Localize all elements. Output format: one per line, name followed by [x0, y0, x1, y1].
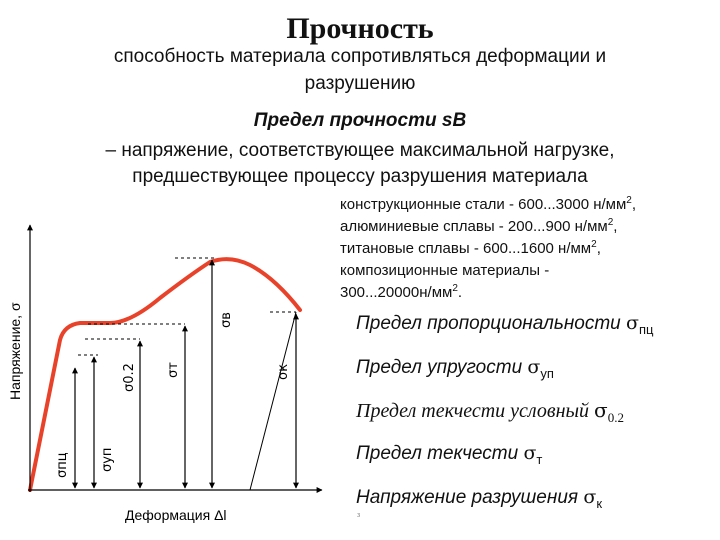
ultimate-strength-heading: Предел прочности sВ: [253, 110, 467, 131]
x-axis-label: Деформация Δl: [125, 507, 227, 523]
ultimate-strength-desc-2: предшествующее процессу разрушения материала: [132, 166, 588, 187]
fracture-line: [250, 312, 296, 490]
fracture-stress: Напряжение разрушения $\sigma_к$: [356, 486, 602, 511]
label-sigma-t: σт: [166, 362, 181, 378]
materials-info-box: [340, 194, 715, 304]
materials-line-1: конструкционные стали - 600...3000 $н/мм^2$,: [340, 195, 637, 213]
label-sigma-02: σ0.2: [122, 363, 137, 392]
page-title: Прочность: [286, 12, 434, 45]
definition-line-1: способность материала сопротивляться деформации и: [113, 46, 607, 67]
materials-line-5: $300...20000н/мм^2$.: [340, 283, 463, 301]
label-sigma-up: σуп: [100, 447, 115, 472]
label-sigma-pc: σпц: [55, 452, 70, 478]
label-sigma-b: σв: [219, 312, 234, 328]
limit-yield: Предел текчести $\sigma_т$: [356, 442, 543, 467]
materials-line-2: алюминиевые сплавы - 200...900 $н/мм^2$,: [340, 217, 618, 235]
ultimate-strength-desc-1: – напряжение, соответствующее максимальной нагрузке,: [105, 140, 615, 161]
materials-line-4: композиционные материалы -: [340, 262, 550, 279]
footnote-mark: з: [357, 512, 361, 519]
limit-yield-conditional: Предел текчести условный $\sigma_{0.2}$: [356, 398, 624, 425]
stress-strain-curve: [30, 259, 300, 490]
limit-proportionality: Предел пропорциональности $\sigma_{пц}$: [356, 312, 654, 337]
limit-elasticity: Предел упругости $\sigma_{уп}$: [356, 356, 554, 381]
label-sigma-k: σк: [276, 363, 291, 380]
y-axis-label: Напряжение, σ: [7, 302, 23, 400]
materials-line-3: титановые сплавы - 600...1600 $н/мм^2$,: [340, 239, 601, 257]
definition-line-2: разрушению: [304, 73, 416, 94]
